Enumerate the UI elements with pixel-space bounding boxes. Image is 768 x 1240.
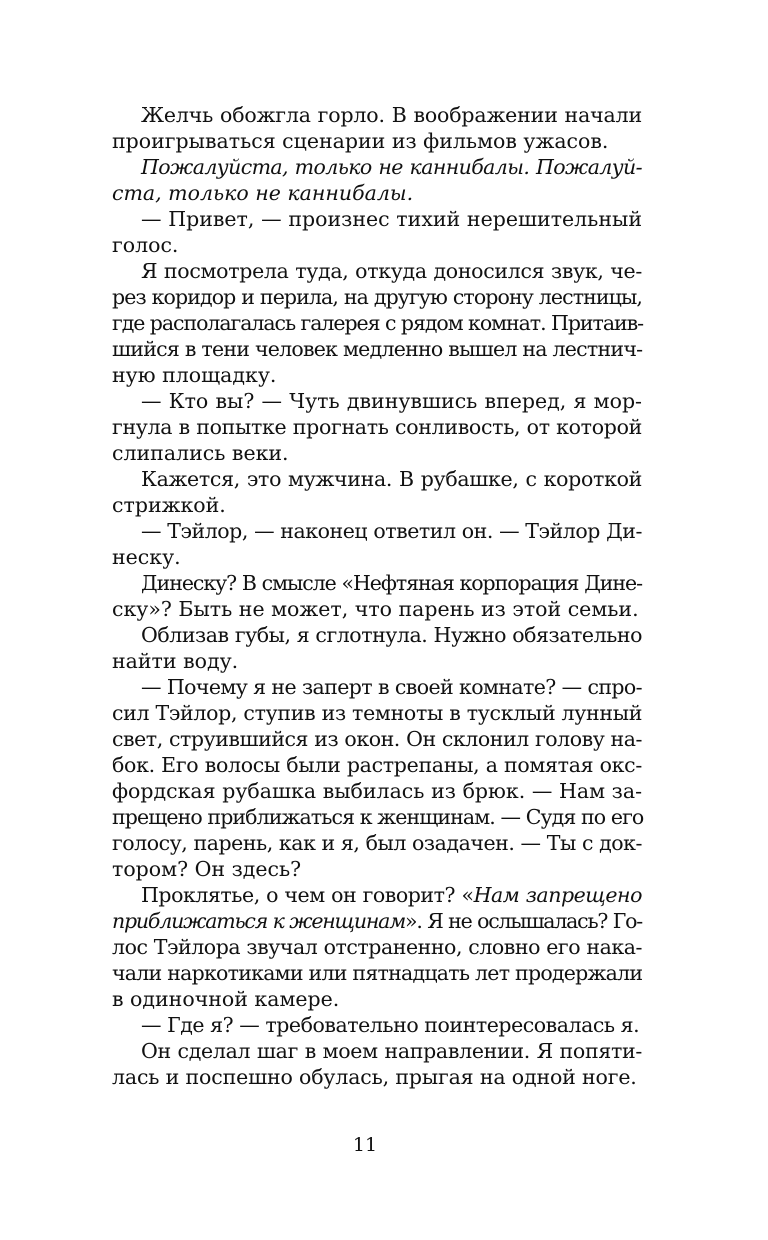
text-line: сил Тэйлор, ступив из темноты в тусклый лунный [112, 701, 643, 725]
text-line: Динеску? В смысле «Нефтяная корпорация Дине- [141, 571, 642, 595]
text-line: ную площадку. [112, 363, 277, 387]
text-line: чали наркотиками или пятнадцать лет продержали [112, 961, 643, 985]
text-line: ску»? Быть не может, что парень из этой семьи. [112, 597, 639, 621]
text-run: ». Я не ослышалась? Го- [405, 909, 642, 933]
text-line: в одиночной камере. [112, 987, 340, 1011]
emphasized-text: Нам запрещено [473, 883, 643, 907]
text-run: Проклятье, о чем он говорит? « [141, 883, 474, 907]
text-line: фордская рубашка выбилась из брюк. — Нам за- [112, 779, 642, 803]
text-line: голос. [112, 233, 179, 257]
text-line: ста, только не каннибалы. [112, 181, 414, 205]
text-line [112, 908, 642, 934]
text-line: — Кто вы? — Чуть двинувшись вперед, я мор- [141, 389, 642, 413]
text-line: — Привет, — произнес тихий нерешительный [141, 207, 642, 231]
text-line: свет, струившийся из окон. Он склонил голову на- [112, 727, 642, 751]
text-line: стрижкой. [112, 493, 226, 517]
text-line: лос Тэйлора звучал отстраненно, словно его нака- [112, 935, 642, 959]
text-line: проигрываться сценарии из фильмов ужасов. [112, 129, 609, 153]
text-line: неску. [112, 545, 181, 569]
text-line: — Почему я не заперт в своей комнате? — спро- [141, 675, 642, 699]
text-line: рез коридор и перила, на другую сторону лестницы, [112, 285, 642, 309]
text-line: — Тэйлор, — наконец ответил он. — Тэйлор Ди- [141, 519, 642, 543]
text-line: тором? Он здесь? [112, 857, 302, 881]
text-line: прещено приближаться к женщинам. — Судя по его [112, 805, 644, 829]
text-line [112, 882, 642, 908]
body-text [112, 102, 642, 1090]
text-line: бок. Его волосы были растрепаны, а помятая окс- [112, 753, 642, 777]
text-line: шийся в тени человек медленно вышел на лестнич- [112, 337, 643, 361]
text-line: слипались веки. [112, 441, 289, 465]
text-line: Кажется, это мужчина. В рубашке, с короткой [141, 467, 642, 491]
text-line: Облизав губы, я сглотнула. Нужно обязательно [141, 623, 642, 647]
text-line: лась и поспешно обулась, прыгая на одной ноге. [112, 1065, 637, 1089]
page-number: 11 [352, 1134, 378, 1156]
text-line: Пожалуйста, только не каннибалы. Пожалуй- [141, 155, 642, 179]
text-line: — Где я? — требовательно поинтересовалась я. [141, 1013, 640, 1037]
text-line: Он сделал шаг в моем направлении. Я попяти- [141, 1039, 642, 1063]
text-line: Я посмотрела туда, откуда доносился звук, че- [141, 259, 642, 283]
text-line: найти воду. [112, 649, 239, 673]
text-line: Желчь обожгла горло. В воображении начали [141, 103, 642, 127]
text-line: голосу, парень, как и я, был озадачен. — Ты с док- [112, 831, 642, 855]
text-line: где располагалась галерея с рядом комнат. Притаив- [112, 311, 643, 335]
text-line: гнула в попытке прогнать сонливость, от которой [112, 415, 642, 439]
emphasized-text: приближаться к женщинам [112, 909, 406, 933]
